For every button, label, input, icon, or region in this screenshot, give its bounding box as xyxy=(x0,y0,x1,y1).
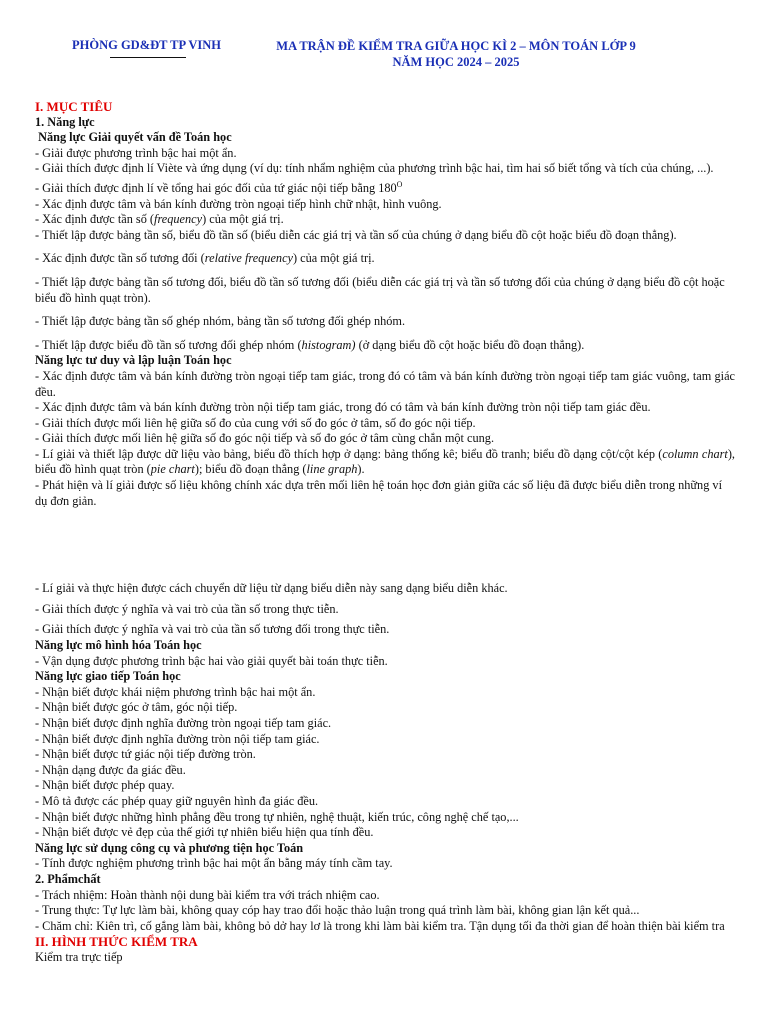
exam-format-text: Kiểm tra trực tiếp xyxy=(35,949,123,964)
document-body xyxy=(35,99,735,966)
group-heading-problem-solving: Năng lực Giải quyết vấn đề Toán học xyxy=(35,130,232,145)
list-item: - Nhận biết được phép quay. xyxy=(35,778,175,793)
department-underline xyxy=(110,57,186,58)
list-item: - Xác định được tần số tương đối (relative frequency) của một giá trị. xyxy=(35,251,375,266)
list-item: - Xác định được tâm và bán kính đường tròn nội tiếp tam giác, trong đó có tâm và bán kính đường tròn nội tiếp tam giác đều. xyxy=(35,400,651,415)
list-item: - Nhận biết được góc ở tâm, góc nội tiếp. xyxy=(35,700,238,715)
subsection-competencies: 1. Năng lực xyxy=(35,114,95,129)
term-histogram: histogram) xyxy=(301,337,356,352)
list-item: - Nhận biết được định nghĩa đường tròn nội tiếp tam giác. xyxy=(35,731,320,746)
list-item: - Thiết lập được bảng tần số, biểu đồ tần số (biểu diễn các giá trị và tần số của chúng ở dạng biểu đồ cột hoặc biểu đồ đoạn thẳng). xyxy=(35,227,677,242)
section-heading-objectives: I. MỤC TIÊU xyxy=(35,99,113,114)
term-column-chart: column chart xyxy=(662,446,728,461)
list-item: - Vận dụng được phương trình bậc hai vào giải quyết bài toán thực tiễn. xyxy=(35,653,388,668)
list-item: - Thiết lập được bảng tần số ghép nhóm, bảng tần số tương đối ghép nhóm. xyxy=(35,314,406,329)
list-item: - Mô tả được các phép quay giữ nguyên hình đa giác đều. xyxy=(35,793,319,808)
document-title xyxy=(236,38,676,70)
list-item: - Giải thích được mối liên hệ giữa số đo của cung với số đo góc ở tâm, số đo góc nội tiếp. xyxy=(35,415,476,430)
term-pie-chart: pie chart xyxy=(150,462,195,477)
list-item: - Giải thích được định lí về tổng hai góc đối của tứ giác nội tiếp bằng $180^O$ xyxy=(35,179,403,195)
list-item: - Thiết lập được bảng tần số tương đối, biểu đồ tần số tương đối (biểu diễn các giá trị và tần số tương đối của chúng ở dạng biểu đồ cột hoặc biểu đồ hình quạt tròn). xyxy=(35,274,725,305)
list-item: - Giải được phương trình bậc hai một ẩn. xyxy=(35,145,237,160)
list-item: - Phát hiện và lí giải được số liệu không chính xác dựa trên mối liên hệ toán học đơn giản giữa các số liệu đã được biểu diễn trong những ví dụ đơn giản. xyxy=(35,478,722,508)
list-item: - Nhận biết được những hình phẳng đều trong tự nhiên, nghệ thuật, kiến trúc, công nghệ chế tạo,... xyxy=(35,809,519,824)
list-item: - Giải thích được ý nghĩa và vai trò của tần số tương đối trong thực tiễn. xyxy=(35,622,390,637)
department-header xyxy=(72,38,232,58)
list-item: - Nhận biết được định nghĩa đường tròn ngoại tiếp tam giác. xyxy=(35,716,332,730)
term-relative-frequency: relative frequency xyxy=(204,251,293,266)
list-item: - Xác định được tâm và bán kính đường tròn ngoại tiếp hình chữ nhật, hình vuông. xyxy=(35,196,442,211)
list-item: - Giải thích được mối liên hệ giữa số đo góc nội tiếp và số đo góc ở tâm cùng chắn một cung. xyxy=(35,431,495,446)
list-item: - Thiết lập được biểu đồ tần số tương đối ghép nhóm (histogram) (ở dạng biểu đồ cột hoặc biểu đồ đoạn thẳng). xyxy=(35,337,585,352)
group-heading-tools: Năng lực sử dụng công cụ và phương tiện học Toán xyxy=(35,840,304,855)
list-item: - Xác định được tần số (frequency) của một giá trị. xyxy=(35,212,284,227)
term-line-graph: line graph xyxy=(306,462,358,477)
group-heading-reasoning: Năng lực tư duy và lập luận Toán học xyxy=(35,353,232,368)
section-heading-exam-format: II. HÌNH THỨC KIỂM TRA xyxy=(35,934,198,950)
list-item: - Nhận biết được tứ giác nội tiếp đường tròn. xyxy=(35,747,256,762)
list-item: - Nhận dạng được đa giác đều. xyxy=(35,762,186,777)
list-item: - Giải thích được định lí Viète và ứng dụng (ví dụ: tính nhẩm nghiệm của phương trình bậc hai, tìm hai số biết tổng và tích của chúng, ...). xyxy=(35,161,714,176)
degree-superscript: O xyxy=(396,179,403,189)
list-item: - Trách nhiệm: Hoàn thành nội dung bài kiểm tra với trách nhiệm cao. xyxy=(35,887,380,902)
list-item: - Trung thực: Tự lực làm bài, không quay cóp hay trao đổi hoặc thảo luận trong quá trình làm bài, không gian lận kết quả... xyxy=(35,903,640,918)
title-line-2: NĂM HỌC 2024 – 2025 xyxy=(392,55,520,69)
list-item: - Lí giải và thiết lập được dữ liệu vào bảng, biểu đồ thích hợp ở dạng: bảng thống kê; biểu đồ tranh; biểu đồ dạng cột/cột kép (column chart), biểu đồ hình quạt tròn (pie chart); biểu đồ đoạn thẳng (line graph). xyxy=(35,446,735,477)
list-item: - Nhận biết được khái niệm phương trình bậc hai một ẩn. xyxy=(35,684,316,699)
list-item: - Nhận biết được vẻ đẹp của thế giới tự nhiên biểu hiện qua tính đều. xyxy=(35,825,374,840)
list-item: - Xác định được tâm và bán kính đường tròn ngoại tiếp tam giác, trong đó có tâm và bán kính đường tròn ngoại tiếp tam giác vuông, tam giác đều. xyxy=(35,368,735,399)
list-item: - Chăm chỉ: Kiên trì, cố gắng làm bài, không bỏ dở hay lơ là trong khi làm bài kiểm tra. Tận dụng tối đa thời gian để hoàn thiện bài kiểm tra xyxy=(35,918,725,933)
list-item: - Tính được nghiệm phương trình bậc hai một ẩn bằng máy tính cầm tay. xyxy=(35,856,393,871)
title-line-1: MA TRẬN ĐỀ KIỂM TRA GIỮA HỌC KÌ 2 – MÔN TOÁN LỚP 9 xyxy=(276,39,636,53)
list-item: - Giải thích được ý nghĩa và vai trò của tần số trong thực tiễn. xyxy=(35,601,339,616)
list-item: - Lí giải và thực hiện được cách chuyển dữ liệu từ dạng biểu diễn này sang dạng biểu diễn khác. xyxy=(35,581,508,596)
group-heading-modeling: Năng lực mô hình hóa Toán học xyxy=(35,638,202,653)
term-frequency: frequency xyxy=(154,212,203,227)
subsection-qualities: 2. Phẩmchất xyxy=(35,871,101,886)
group-heading-communication: Năng lực giao tiếp Toán học xyxy=(35,669,181,684)
department-name: PHÒNG GD&ĐT TP VINH xyxy=(72,38,221,52)
